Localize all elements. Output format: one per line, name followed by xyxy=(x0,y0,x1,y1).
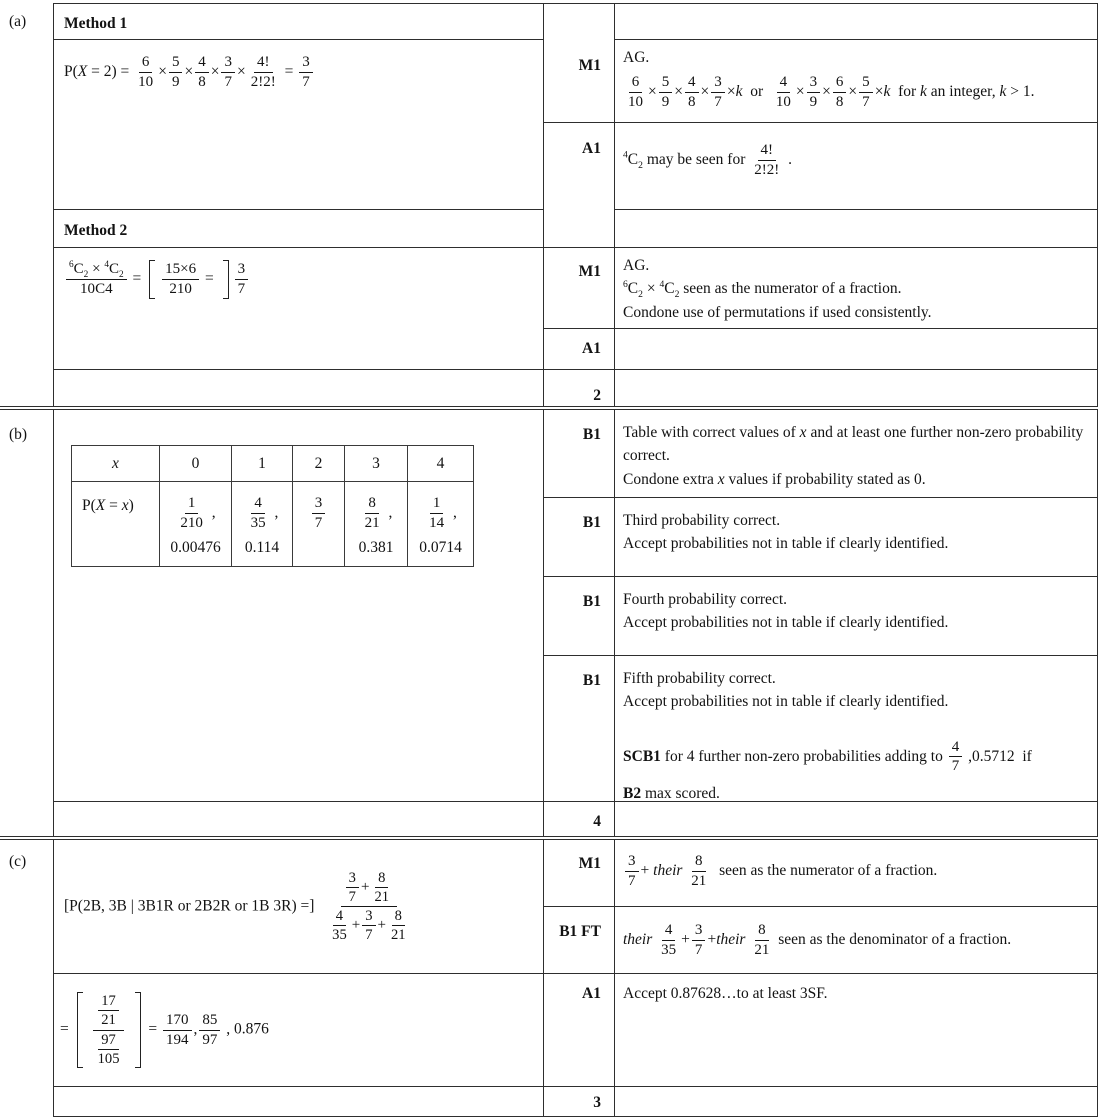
guidance-text: Table with correct values of x and at least one further non-zero probability correct. xyxy=(623,424,1088,465)
part-label-b: (b) xyxy=(9,426,28,443)
p-row-label: P(X = x) xyxy=(72,482,160,567)
fraction: $\frac{8}{21}$ xyxy=(390,908,406,944)
fraction: $\frac{17}{21}$ xyxy=(98,992,119,1029)
fraction: $\frac{170}{194}$ xyxy=(163,1011,192,1050)
mark-c-a1: A1 xyxy=(543,974,614,1087)
answer-b-empty-bottom xyxy=(53,802,543,836)
part-label-c: (c) xyxy=(9,853,27,870)
answer-a-empty-bottom xyxy=(53,370,543,406)
mark-b-b1-4: B1 xyxy=(543,656,614,802)
ag-label: AG. xyxy=(623,49,650,66)
guidance-a-total-empty xyxy=(614,370,1098,406)
answer-c-working-2 xyxy=(53,974,543,1087)
b2-note: B2 max scored. xyxy=(623,785,720,802)
guidance-a-method2-m1 xyxy=(614,248,1098,329)
fraction: $\frac{4!}{2!2!}$ xyxy=(250,54,276,90)
part-label-a: (a) xyxy=(9,13,27,30)
x-value-cell: 4 xyxy=(408,446,474,482)
fraction-value xyxy=(295,494,342,533)
formula: [P(2B, 3B | 3B1R or 2B2R or 1B 3R) =] $\frac{3}{7}$ + $\frac{8}{21}$ $\frac{4}{35}$ + $\frac{3}{7}$ + $\frac{8}{21}$ xyxy=(64,869,416,945)
guidance-b-3 xyxy=(614,577,1098,656)
probability-cell xyxy=(293,482,345,567)
guidance-empty-method2-band xyxy=(614,210,1098,248)
fraction: $\frac{3}{7}$ xyxy=(346,869,359,906)
guidance-b-2 xyxy=(614,498,1098,577)
guidance-c-a1: Accept 0.87628…to at least 3SF. xyxy=(614,974,1098,1087)
mark-c-m1: M1 xyxy=(543,840,614,907)
bracket-group xyxy=(77,992,141,1068)
guidance-a2-a1-empty xyxy=(614,329,1098,370)
formula: = $\frac{\frac{17}{21}}{\frac{97}{105}}$ = $\frac{170}{194}$ , $\frac{85}{97}$ , 0.876 xyxy=(60,993,269,1067)
fraction: $\frac{3}{7}$ xyxy=(312,494,326,533)
fraction: $\frac{3}{7}$ xyxy=(692,921,706,960)
numerator-note: $^6C_2 \times ^4C_2$ seen as the numerator of a fraction. xyxy=(623,279,902,301)
total-marks-a: 2 xyxy=(543,370,614,406)
probability-table-header-row xyxy=(72,446,474,482)
fraction: $\frac{3}{7}$ xyxy=(362,907,375,944)
answer-c-working-1 xyxy=(53,840,543,974)
fraction-value: $\frac{8}{21}$ , xyxy=(347,494,405,533)
decimal-value: 0.381 xyxy=(358,538,394,556)
guidance-text: Accept probabilities not in table if clearly identified. xyxy=(623,535,949,553)
fraction: $\frac{97}{105}$ xyxy=(97,1031,120,1067)
guidance-a-m1 xyxy=(614,40,1098,123)
mark-a2-m1: M1 xyxy=(543,248,614,329)
fraction: $\frac{3}{7}$ xyxy=(299,53,313,92)
guidance-text: Condone extra x values if probability stated as 0. xyxy=(623,470,926,488)
x-value-cell: 2 xyxy=(293,446,345,482)
answer-b-working xyxy=(53,410,543,802)
x-value-cell: 1 xyxy=(232,446,293,482)
guidance-top-empty xyxy=(614,3,1098,40)
decimal-value: 0.00476 xyxy=(170,538,221,556)
probability-table-value-row xyxy=(72,482,474,567)
probability-cell xyxy=(345,482,408,567)
fraction: $\frac{4}{8}$ xyxy=(685,73,699,112)
fraction: $\frac{3}{7}$ xyxy=(221,53,235,92)
mark-b-b1-3: B1 xyxy=(543,577,614,656)
fraction: $\frac{8}{21}$ xyxy=(374,869,390,905)
fraction: $\frac{15\times 6}{210}$ xyxy=(162,260,199,299)
probability-cell xyxy=(408,482,474,567)
fraction: $\frac{8}{21}$ xyxy=(754,922,770,958)
guidance-b-total-empty xyxy=(614,802,1098,836)
x-value-cell: 0 xyxy=(160,446,232,482)
fraction: $\frac{3}{7}$ xyxy=(625,852,639,891)
scb1-note: SCB1 for 4 further non-zero probabilities adding to $\frac{4}{7}$ ,0.5712 if xyxy=(623,738,1032,775)
mark-b-b1-2: B1 xyxy=(543,498,614,577)
fraction: $\frac{3}{7}$ + $\frac{8}{21}$ $\frac{4}{35}$ + $\frac{3}{7}$ + $\frac{8}{21}$ xyxy=(324,869,413,945)
guidance-b-4 xyxy=(614,656,1098,802)
probability-table xyxy=(71,445,474,567)
ag-label: AG. xyxy=(623,257,650,274)
fraction: $\frac{^6C_2 \times ^4C_2}{10C4}$ xyxy=(66,260,127,299)
fraction: $\frac{4!}{2!2!}$ xyxy=(754,142,780,178)
guidance-c-total-empty xyxy=(614,1087,1098,1117)
x-header-cell: x xyxy=(72,446,160,482)
guidance-text: Fifth probability correct. xyxy=(623,670,776,687)
fraction: $\frac{8}{21}$ xyxy=(691,853,707,889)
method1-header: Method 1 xyxy=(53,3,543,40)
guidance-text: Third probability correct. xyxy=(623,512,781,529)
guidance-text: Fourth probability correct. xyxy=(623,591,787,608)
guidance-text: Accept probabilities not in table if clearly identified. xyxy=(623,693,949,711)
fraction xyxy=(90,992,128,1068)
fraction-value: $\frac{1}{14}$ , xyxy=(410,494,471,533)
mark-b-b1-1: B1 xyxy=(543,410,614,498)
fraction: $\frac{1}{14}$ xyxy=(429,495,445,531)
fraction: $\frac{4}{35}$ xyxy=(332,908,347,944)
method2-header: Method 2 xyxy=(53,210,543,248)
guidance-a-a1: $^4C_2$ may be seen for $\frac{4!}{2!2!}$ . xyxy=(614,123,1098,210)
fraction: $\frac{8}{21}$ xyxy=(364,495,380,531)
guidance-text: Accept probabilities not in table if clearly identified. xyxy=(623,614,949,632)
fraction: $\frac{4}{8}$ xyxy=(195,53,209,92)
fraction: $\frac{6}{10}$ xyxy=(138,54,154,90)
fraction: $\frac{3}{7}$ xyxy=(711,73,725,112)
fraction: $\frac{1}{210}$ xyxy=(180,495,203,531)
fraction: $\frac{5}{9}$ xyxy=(169,53,183,92)
guidance-b-1 xyxy=(614,410,1098,498)
decimal-value: 0.114 xyxy=(244,538,280,556)
total-marks-b: 4 xyxy=(543,802,614,836)
fraction: $\frac{85}{97}$ xyxy=(199,1011,220,1050)
guidance-c-m1: $\frac{3}{7}$ + their $\frac{8}{21}$ seen as the numerator of a fraction. xyxy=(614,840,1098,907)
fraction: $\frac{3}{7}$ xyxy=(235,260,249,299)
fraction-value: $\frac{4}{35}$ , xyxy=(234,494,290,533)
fraction: $\frac{4}{35}$ xyxy=(661,922,677,958)
fraction: $\frac{4}{10}$ xyxy=(775,74,791,111)
bracket-group: $\frac{15\times 6}{210}$ = xyxy=(149,260,229,299)
fraction-value: $\frac{1}{210}$ , xyxy=(162,494,229,533)
mark-a-a1: A1 xyxy=(543,123,614,248)
decimal-value: 0.0714 xyxy=(419,538,462,556)
answer-a-method2-working: $\frac{^6C_2 \times ^4C_2}{10C4}$ = $\frac{15\times 6}{210}$ = $\frac{3}{7}$ xyxy=(53,248,543,370)
probability-cell xyxy=(160,482,232,567)
fraction: $\frac{5}{7}$ xyxy=(859,73,873,112)
mark-scheme-table xyxy=(0,3,1098,1117)
mark-a-m1: M1 xyxy=(543,3,614,123)
fraction: $\frac{4}{35}$ xyxy=(250,495,266,531)
fraction: $\frac{5}{9}$ xyxy=(659,73,673,112)
fraction: $\frac{6}{10}$ xyxy=(628,74,644,111)
mark-a2-a1: A1 xyxy=(543,329,614,370)
fraction: $\frac{6}{8}$ xyxy=(833,73,847,112)
probability-cell xyxy=(232,482,293,567)
fraction: $\frac{4}{7}$ xyxy=(949,738,963,777)
ag-formula: $\frac{6}{10}$ × $\frac{5}{9}$ × $\frac{4}{8}$ × $\frac{3}{7}$ ×k or $\frac{4}{10}$ × $\frac{3}{9}$ × $\frac{6}{8}$ × $\frac{5}{7}$ ×k for k an integer, k > 1. xyxy=(623,73,1089,112)
answer-a-method1-working: P(X = 2) = $\frac{6}{10}$ × $\frac{5}{9}$ × $\frac{4}{8}$ × $\frac{3}{7}$ × $\frac{4!}{2!2!}$ = $\frac{3}{7}$ xyxy=(53,40,543,210)
x-value-cell: 3 xyxy=(345,446,408,482)
fraction: $\frac{3}{9}$ xyxy=(807,73,821,112)
condone-note: Condone use of permutations if used consistently. xyxy=(623,303,932,321)
mark-c-b1ft: B1 FT xyxy=(543,907,614,974)
answer-c-empty-bottom xyxy=(53,1087,543,1117)
total-marks-c: 3 xyxy=(543,1087,614,1117)
guidance-c-b1ft: their $\frac{4}{35}$ + $\frac{3}{7}$ +their $\frac{8}{21}$ seen as the denominator of a fraction. xyxy=(614,907,1098,974)
